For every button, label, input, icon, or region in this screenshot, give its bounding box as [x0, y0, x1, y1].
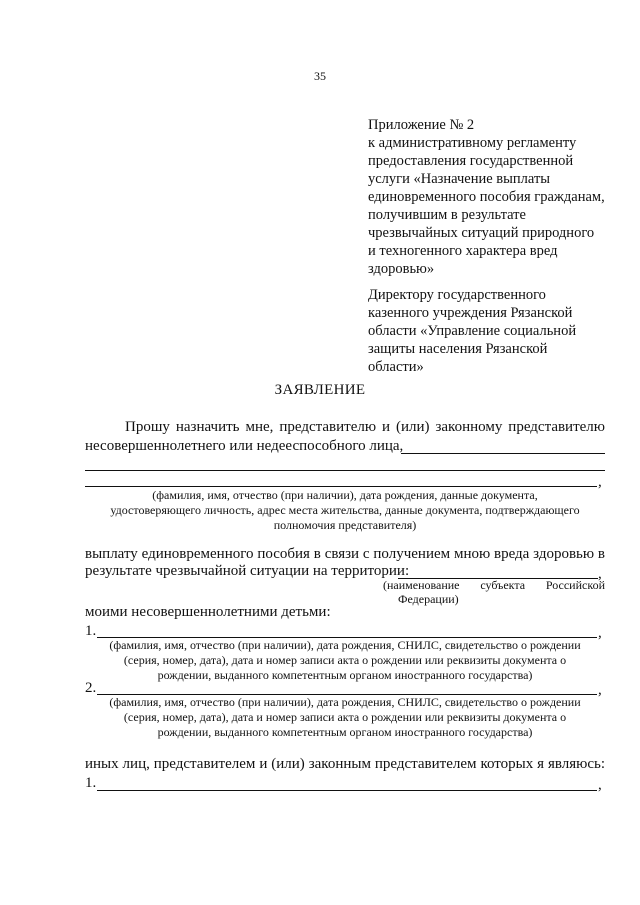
children-heading: моими несовершеннолетними детьми: — [85, 604, 331, 620]
appendix-line: получившим в результате — [368, 207, 526, 223]
applicant-input-line[interactable] — [85, 470, 605, 471]
child-number: 2. — [85, 680, 97, 696]
comma: , — [598, 682, 602, 698]
page-number: 35 — [314, 69, 326, 83]
comma: , — [598, 566, 602, 582]
child-field-note — [85, 695, 605, 740]
addressee-line: Директору государственного — [368, 287, 546, 303]
appendix-block — [368, 116, 605, 278]
comma: , — [598, 474, 602, 490]
note-line: (серия, номер, дата), дата и номер записи акта о рождении или реквизиты документа о — [123, 653, 567, 667]
appendix-line: к административному регламенту — [368, 135, 577, 151]
other-number: 1. — [85, 775, 97, 791]
others-heading: иных лиц, представителем и (или) законным представителем которых я являюсь: — [85, 756, 605, 772]
child-field-note — [85, 638, 605, 683]
note-line: полномочия представителя) — [273, 518, 417, 532]
payment-line-1: выплату единовременного пособия в связи с получением мною вреда здоровью в — [85, 546, 605, 562]
appendix-line: Приложение № 2 — [368, 117, 475, 133]
note-line: (фамилия, имя, отчество (при наличии), дата рождения, данные документа, — [152, 488, 538, 502]
appendix-line: предоставления государственной — [368, 153, 574, 169]
applicant-input-line[interactable] — [85, 486, 597, 487]
appendix-line: чрезвычайных ситуаций природного — [368, 225, 595, 241]
note-line: рождении, выданного компетентным органом иностранного государства) — [157, 725, 533, 739]
request-line-2: несовершеннолетнего или недееспособного лица, — [85, 438, 404, 454]
region-field-note: (наименование субъекта Российской — [383, 578, 605, 592]
comma: , — [598, 777, 602, 793]
child-number: 1. — [85, 623, 97, 639]
other-input-line[interactable] — [97, 790, 597, 791]
addressee-line: области» — [368, 359, 424, 375]
addressee-line: защиты населения Рязанской — [368, 341, 548, 357]
addressee-block — [368, 286, 576, 376]
region-field-note: Федерации) — [398, 592, 459, 606]
applicant-field-note — [85, 488, 605, 533]
note-line: удостоверяющего личность, адрес места жительства, данные документа, подтверждающего — [110, 503, 580, 517]
appendix-line: единовременного пособия гражданам, — [368, 189, 605, 205]
appendix-line: и техногенного характера вред — [368, 243, 558, 259]
payment-line-2: результате чрезвычайной ситуации на территории: — [85, 563, 410, 579]
note-line: (фамилия, имя, отчество (при наличии), дата рождения, СНИЛС, свидетельство о рождении — [109, 695, 581, 709]
request-line-1: Прошу назначить мне, представителю и (или) законному представителю — [125, 419, 605, 435]
addressee-line: казенного учреждения Рязанской — [368, 305, 573, 321]
applicant-input-line[interactable] — [401, 453, 605, 454]
document-title: ЗАЯВЛЕНИЕ — [274, 382, 366, 398]
note-line: рождении, выданного компетентным органом иностранного государства) — [157, 668, 533, 682]
note-line: (серия, номер, дата), дата и номер записи акта о рождении или реквизиты документа о — [123, 710, 567, 724]
appendix-line: услуги «Назначение выплаты — [368, 171, 551, 187]
note-line: (фамилия, имя, отчество (при наличии), дата рождения, СНИЛС, свидетельство о рождении — [109, 638, 581, 652]
appendix-line: здоровью» — [368, 261, 435, 277]
addressee-line: области «Управление социальной — [368, 323, 577, 339]
comma: , — [598, 625, 602, 641]
